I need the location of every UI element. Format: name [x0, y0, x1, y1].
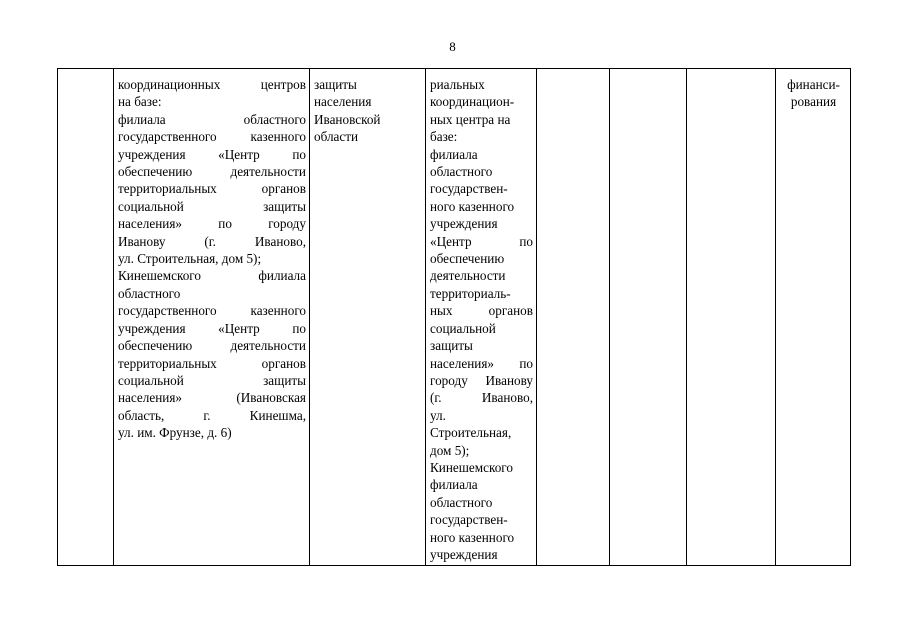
text-line: учреждения: [430, 546, 498, 562]
text-line: Кинешемского: [430, 459, 513, 475]
text-line: областного: [430, 494, 493, 510]
text-line: социальной защиты: [118, 372, 306, 388]
measures-table: [57, 68, 851, 566]
text-line: ных центра на: [430, 111, 511, 127]
text-line: учреждения «Центр по: [118, 146, 306, 162]
cell-col4: [426, 69, 537, 566]
text-line: защиты: [430, 338, 473, 354]
text-line: филиала областного: [118, 111, 306, 127]
text-line: на базе:: [118, 94, 162, 110]
text-line: социальной защиты: [118, 198, 306, 214]
text-line: государствен-: [430, 181, 508, 197]
text-line: государствен-: [430, 512, 508, 528]
text-line: населения» (Ивановская: [118, 390, 306, 406]
text-line: населения: [314, 94, 372, 110]
text-line: базе:: [430, 129, 458, 145]
text-line: Строительная,: [430, 425, 512, 441]
text-line: ных органов: [430, 303, 533, 319]
text-line: область, г. Кинешма,: [118, 407, 306, 423]
page-number: 8: [449, 39, 456, 54]
text-line: рования: [790, 94, 837, 110]
text-line: областного: [118, 285, 181, 301]
text-line: ул.: [430, 407, 446, 423]
cell-col8: [776, 69, 851, 566]
text-line: населения» по городу: [118, 216, 306, 232]
text-line: координационных центров: [118, 77, 306, 92]
cell-col3: [310, 69, 426, 566]
text-line: дом 5);: [430, 442, 470, 458]
text-line: ул. им. Фрунзе, д. 6): [118, 425, 232, 441]
cell-col1: [58, 69, 114, 566]
table-row: [58, 69, 851, 566]
text-line: ул. Строительная, дом 5);: [118, 251, 262, 267]
text-line: городу Иванову: [430, 372, 533, 388]
text-line: координацион-: [430, 94, 515, 110]
text-line: обеспечению деятельности: [118, 164, 306, 180]
text-line: социальной: [430, 320, 496, 336]
text-line: филиала: [430, 146, 478, 162]
text-line: территориальных органов: [118, 355, 306, 371]
text-line: областного: [430, 164, 493, 180]
text-line: учреждения: [430, 216, 498, 232]
cell-col2: [114, 69, 310, 566]
text-line: учреждения «Центр по: [118, 320, 306, 336]
text-line: обеспечению деятельности: [118, 338, 306, 354]
text-line: населения» по: [430, 355, 533, 371]
text-line: риальных: [430, 77, 485, 92]
text-line: ного казенного: [430, 529, 515, 545]
text-line: ного казенного: [430, 198, 515, 214]
text-line: деятельности: [430, 268, 506, 284]
cell-col7: [687, 69, 776, 566]
text-line: Ивановской: [314, 111, 381, 127]
cell-col5: [537, 69, 610, 566]
text-line: территориальных органов: [118, 181, 306, 197]
text-line: Иванову (г. Иваново,: [118, 233, 306, 249]
text-line: финанси-: [787, 77, 840, 92]
text-line: «Центр по: [430, 233, 533, 249]
text-line: обеспечению: [430, 251, 505, 267]
text-line: государственного казенного: [118, 303, 306, 319]
text-line: области: [314, 129, 359, 145]
text-line: Кинешемского филиала: [118, 268, 306, 284]
text-line: территориаль-: [430, 285, 511, 301]
cell-col6: [610, 69, 687, 566]
text-line: защиты: [314, 77, 357, 92]
text-line: (г. Иваново,: [430, 390, 533, 406]
text-line: государственного казенного: [118, 129, 306, 145]
text-line: филиала: [430, 477, 478, 493]
